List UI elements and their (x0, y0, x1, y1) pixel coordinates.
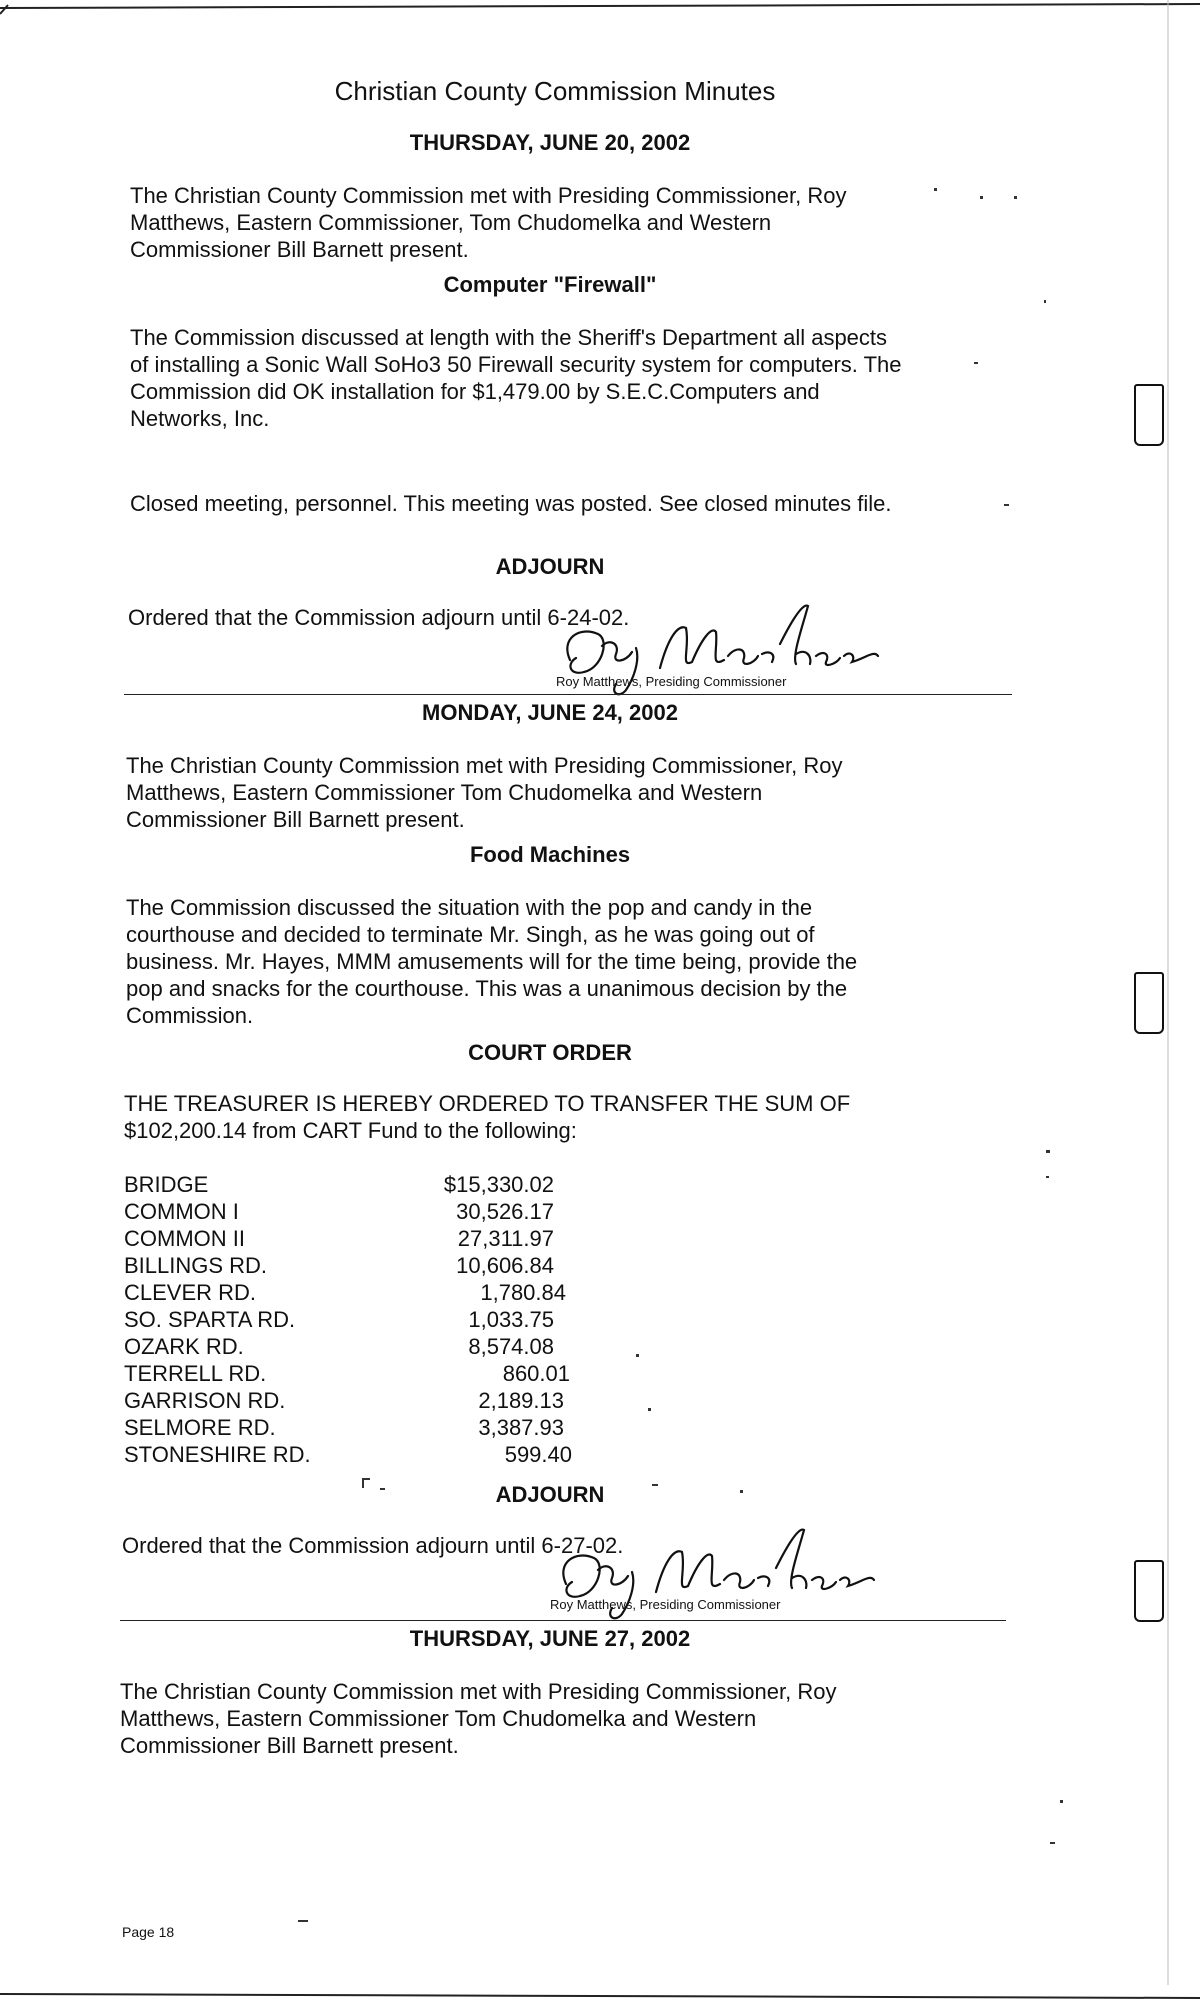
punch-hole (1134, 384, 1164, 446)
body-line: The Commission discussed the situation with the pop and candy in the (126, 895, 813, 920)
scan-speck (740, 1490, 743, 1493)
attendance-line: Commissioner Bill Barnett present. (130, 237, 469, 262)
meeting-1-closed-session: Closed meeting, personnel. This meeting was posted. See closed minutes file. (130, 491, 892, 516)
attendance-line: Matthews, Eastern Commissioner Tom Chudomelka and Western (126, 780, 763, 805)
transfer-fund: BRIDGE (124, 1172, 209, 1197)
meeting-1-adjourn-heading: ADJOURN (495, 554, 605, 579)
attendance-line: Commissioner Bill Barnett present. (120, 1733, 459, 1758)
meeting-2-adjourn-heading: ADJOURN (495, 1482, 605, 1507)
scan-speck (362, 1478, 370, 1480)
signature-2 (536, 1522, 916, 1632)
transfer-amount: 860.01 (502, 1361, 570, 1386)
transfer-fund: GARRISON RD. (124, 1388, 286, 1413)
scan-speck (934, 188, 937, 191)
attendance-line: The Christian County Commission met with Presiding Commissioner, Roy (130, 183, 847, 208)
meeting-1-body (130, 324, 902, 432)
meeting-3-date: THURSDAY, JUNE 27, 2002 (409, 1626, 691, 1651)
attendance-line: Matthews, Eastern Commissioner, Tom Chudomelka and Western (130, 210, 772, 235)
signature-1-caption: Roy Matthews, Presiding Commissioner (556, 674, 787, 689)
body-line: courthouse and decided to terminate Mr. Singh, as he was going out of (126, 922, 815, 947)
body-line: pop and snacks for the courthouse. This was a unanimous decision by the (126, 976, 848, 1001)
scan-speck (380, 1488, 385, 1490)
signature-2-caption: Roy Matthews, Presiding Commissioner (550, 1597, 781, 1612)
transfer-fund: COMMON I (124, 1199, 239, 1224)
meeting-3-attendance (120, 1678, 836, 1759)
meeting-1-adjourn-text: Ordered that the Commission adjourn until 6-24-02. (128, 605, 630, 630)
punch-hole (1134, 1560, 1164, 1622)
body-line: Networks, Inc. (130, 406, 270, 431)
scan-speck (636, 1354, 639, 1357)
section-divider (120, 1620, 1006, 1621)
transfer-amount: 27,311.97 (457, 1226, 554, 1251)
page-number: Page 18 (122, 1924, 175, 1940)
transfer-amount: 3,387.93 (478, 1415, 564, 1440)
transfer-fund: BILLINGS RD. (124, 1253, 268, 1278)
transfer-amount: 599.40 (504, 1442, 572, 1467)
scan-speck (1004, 504, 1009, 506)
transfer-amount: 30,526.17 (456, 1199, 554, 1224)
scan-speck (648, 1408, 651, 1411)
transfer-fund: SELMORE RD. (124, 1415, 276, 1440)
body-line: of installing a Sonic Wall SoHo3 50 Firewall security system for computers. The (130, 352, 902, 377)
meeting-2-attendance (126, 752, 842, 833)
document-title: Christian County Commission Minutes (334, 76, 776, 106)
scan-speck (1046, 1176, 1049, 1178)
transfer-fund: STONESHIRE RD. (124, 1442, 311, 1467)
transfer-fund: OZARK RD. (124, 1334, 244, 1359)
court-order-heading: COURT ORDER (468, 1040, 632, 1065)
transfer-amount: 1,033.75 (468, 1307, 554, 1332)
transfer-amount: 1,780.84 (480, 1280, 566, 1305)
transfer-amount: $15,330.02 (443, 1172, 554, 1197)
meeting-2-body (126, 894, 857, 1029)
scan-speck (1046, 1150, 1050, 1153)
court-order-line: $102,200.14 from CART Fund to the following: (124, 1118, 577, 1143)
transfer-amount: 2,189.13 (478, 1388, 564, 1413)
court-order-line: THE TREASURER IS HEREBY ORDERED TO TRANSFER THE SUM OF (124, 1091, 851, 1116)
scan-speck (974, 362, 978, 364)
meeting-2-adjourn-text: Ordered that the Commission adjourn until 6-27-02. (122, 1533, 624, 1558)
scan-speck (298, 1920, 308, 1922)
attendance-line: Commissioner Bill Barnett present. (126, 807, 465, 832)
meeting-1-topic-heading: Computer "Firewall" (443, 272, 657, 297)
transfer-fund: SO. SPARTA RD. (124, 1307, 296, 1332)
meeting-1-date: THURSDAY, JUNE 20, 2002 (409, 130, 691, 155)
body-line: Commission. (126, 1003, 254, 1028)
body-line: Commission did OK installation for $1,479.00 by S.E.C.Computers and (130, 379, 820, 404)
transfer-amount: 10,606.84 (456, 1253, 554, 1278)
signature-1 (540, 598, 920, 708)
transfer-fund: CLEVER RD. (124, 1280, 257, 1305)
attendance-line: Matthews, Eastern Commissioner Tom Chudomelka and Western (120, 1706, 757, 1731)
scan-speck (1060, 1800, 1063, 1803)
meeting-2-date: MONDAY, JUNE 24, 2002 (422, 700, 678, 725)
transfer-amount: 8,574.08 (468, 1334, 554, 1359)
scan-speck (980, 196, 983, 199)
attendance-line: The Christian County Commission met with Presiding Commissioner, Roy (120, 1679, 837, 1704)
punch-hole (1134, 972, 1164, 1034)
scan-speck (1050, 1842, 1055, 1844)
attendance-line: The Christian County Commission met with Presiding Commissioner, Roy (126, 753, 843, 778)
scan-speck (1014, 196, 1017, 199)
scan-speck (652, 1484, 658, 1486)
scan-speck (1044, 300, 1046, 303)
body-line: business. Mr. Hayes, MMM amusements will for the time being, provide the (126, 949, 858, 974)
transfer-fund: TERRELL RD. (124, 1361, 267, 1386)
meeting-1-attendance (130, 182, 846, 263)
transfer-fund: COMMON II (124, 1226, 245, 1251)
section-divider (124, 694, 1012, 695)
meeting-2-topic-heading: Food Machines (469, 842, 631, 867)
court-order-text (124, 1090, 850, 1144)
body-line: The Commission discussed at length with the Sheriff's Department all aspects (130, 325, 888, 350)
